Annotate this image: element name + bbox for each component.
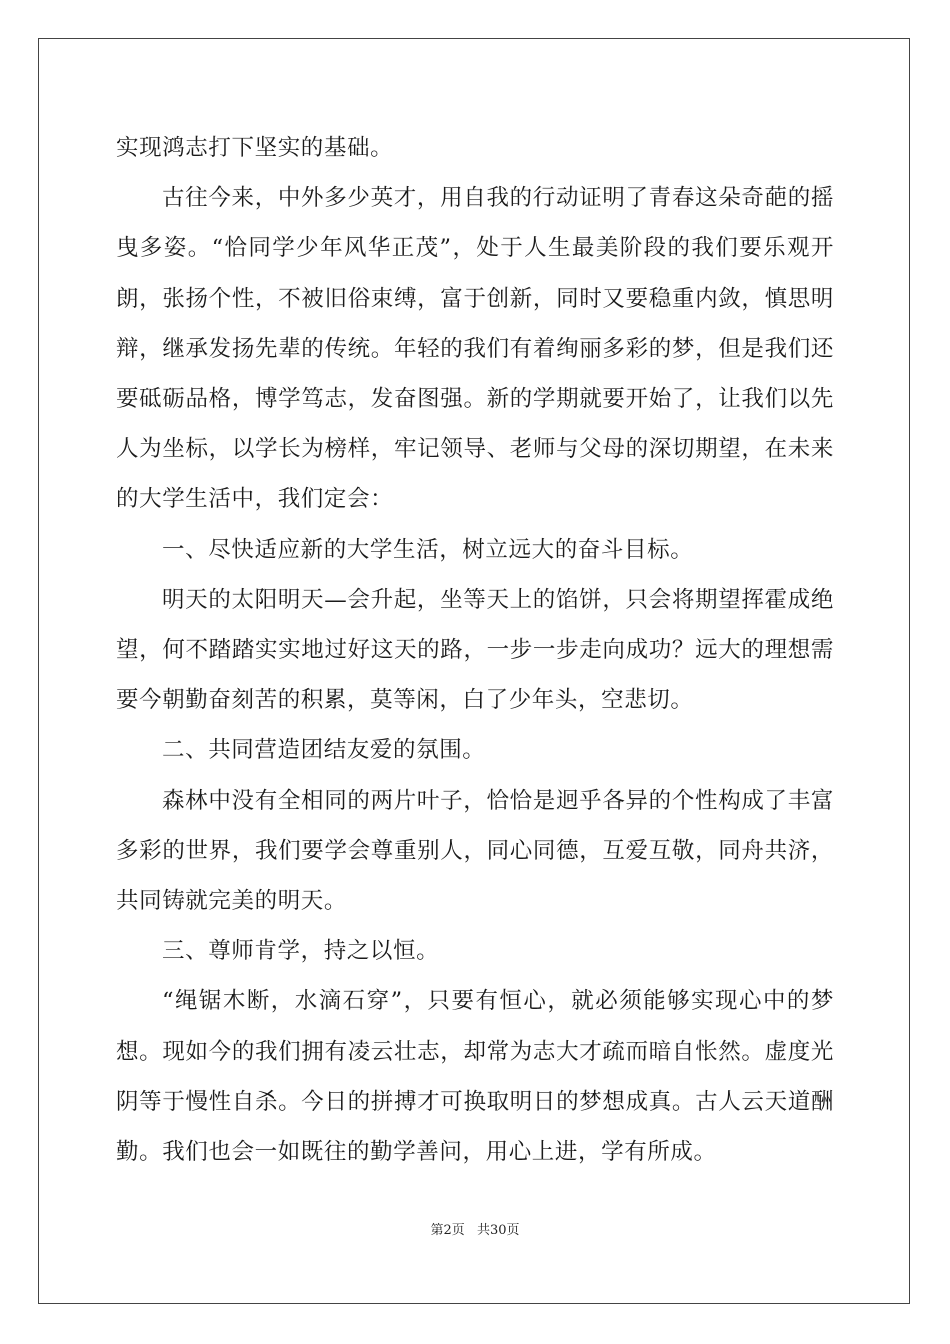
heading-point-three: 三、尊师肯学，持之以恒。 bbox=[162, 938, 440, 965]
paragraph-continuation: 实现鸿志打下坚实的基础。 bbox=[116, 135, 394, 161]
paragraph-point-two: 森林中没有全相同的两片叶子，恰恰是迥乎各异的个性构成了丰富多彩的世界，我们要学会尊重别人，同心同德，互爱互敬，同舟共济，共同铸就完美的明天。 bbox=[116, 787, 834, 915]
paragraph-point-one: 明天的太阳明天—会升起，坐等天上的馅饼，只会将期望挥霍成绝望，何不踏踏实实地过好这天的路，一步一步走向成功？远大的理想需要今朝勤奋刻苦的积累，莫等闲，白了少年头，空悲切。 bbox=[116, 586, 834, 714]
page-number: 第2页 bbox=[430, 1223, 465, 1238]
document-body bbox=[116, 123, 834, 1177]
paragraph-point-three: “绳锯木断，水滴石穿”，只要有恒心，就必须能够实现心中的梦想。现如今的我们拥有凌云壮志，却常为志大才疏而暗自怅然。虚度光阴等于慢性自杀。今日的拼搏才可换取明日的梦想成真。古人云天道酬勤。我们也会一如既往的勤学善问，用心上进，学有所成。 bbox=[116, 988, 834, 1166]
heading-point-one: 一、尽快适应新的大学生活，树立远大的奋斗目标。 bbox=[162, 536, 694, 563]
page-footer bbox=[0, 1219, 950, 1238]
paragraph-youth: 古往今来，中外多少英才，用自我的行动证明了青春这朵奇葩的摇曳多姿。“恰同学少年风华正茂”，处于人生最美阶段的我们要乐观开朗，张扬个性，不被旧俗束缚，富于创新，同时又要稳重内敛，慎思明辩，继承发扬先辈的传统。年轻的我们有着绚丽多彩的梦，但是我们还要砥砺品格，博学笃志，发奋图强。新的学期就要开始了，让我们以先人为坐标，以学长为榜样，牢记领导、老师与父母的深切期望，在未来的大学生活中，我们定会： bbox=[116, 185, 834, 513]
page-total: 共30页 bbox=[476, 1223, 520, 1238]
heading-point-two: 二、共同营造团结友爱的氛围。 bbox=[162, 737, 486, 764]
